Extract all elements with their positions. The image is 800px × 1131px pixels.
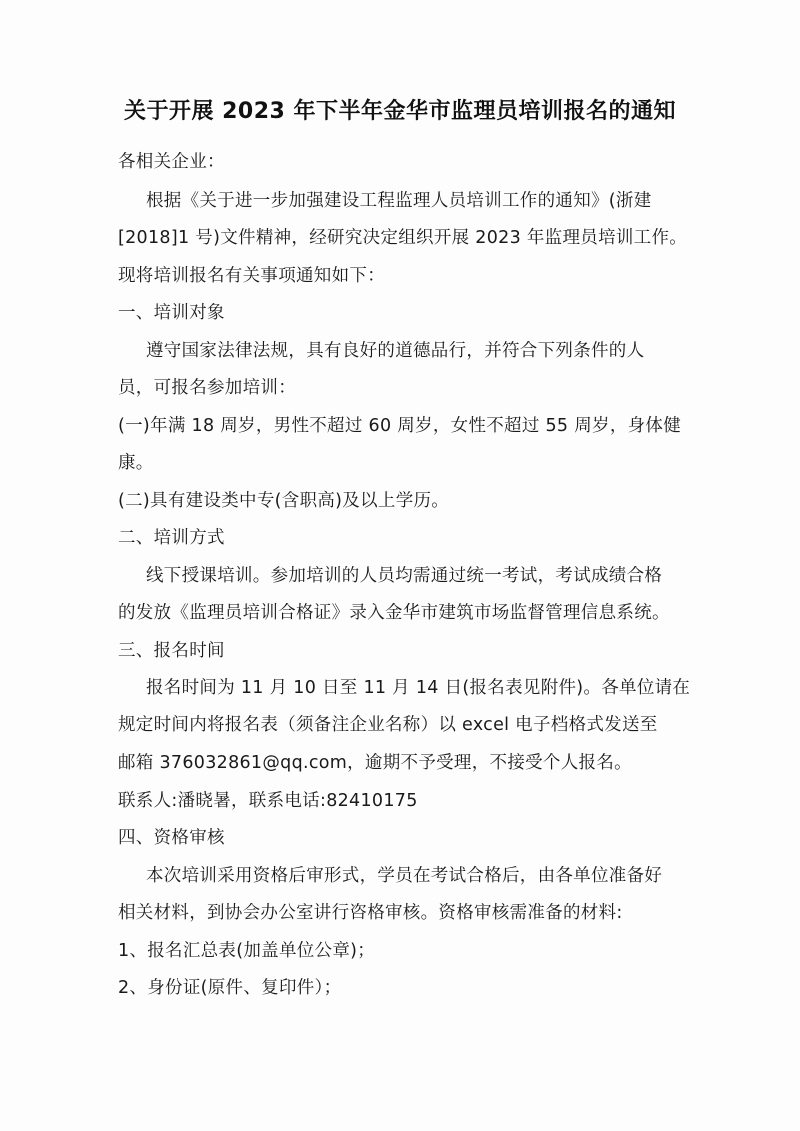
body-line: 本次培训采用资格后审形式，学员在考试合格后，由各单位准备好 bbox=[146, 866, 663, 886]
contact-line: 联系人:潘晓暑，联系电话:82410175 bbox=[118, 791, 418, 811]
body-line: 根据《关于进一步加强建设工程监理人员培训工作的通知》(浙建 bbox=[146, 191, 652, 211]
body-line: (二)具有建设类中专(含职高)及以上学历。 bbox=[118, 491, 450, 511]
section-heading: 二、培训方式 bbox=[118, 528, 225, 548]
body-line: 员，可报名参加培训： bbox=[118, 378, 296, 398]
body-line: (一)年满 18 周岁，男性不超过 60 周岁，女性不超过 55 周岁，身体健 bbox=[118, 416, 682, 436]
body-line: 线下授课培训。参加培训的人员均需通过统一考试，考试成绩合格 bbox=[146, 566, 663, 586]
body-line: 遵守国家法律法规，具有良好的道德品行，并符合下列条件的人 bbox=[146, 341, 645, 361]
list-item: 1、报名汇总表(加盖单位公章)； bbox=[118, 941, 376, 961]
body-line: 报名时间为 11 月 10 日至 11 月 14 日(报名表见附件)。各单位请在 bbox=[146, 678, 691, 698]
body-line: 现将培训报名有关事项通知如下： bbox=[118, 266, 385, 286]
body-line: 康。 bbox=[118, 453, 154, 473]
body-line: 邮箱 376032861@qq.com，逾期不予受理，不接受个人报名。 bbox=[118, 753, 632, 773]
section-heading: 四、资格审核 bbox=[118, 828, 225, 848]
section-heading: 一、培训对象 bbox=[118, 303, 225, 323]
document-title: 关于开展 2023 年下半年金华市监理员培训报名的通知 bbox=[123, 99, 677, 124]
body-line: 的发放《监理员培训合格证》录入金华市建筑市场监督管理信息系统。 bbox=[118, 603, 670, 623]
body-line: 规定时间内将报名表（须备注企业名称）以 excel 电子档格式发送至 bbox=[118, 715, 658, 735]
body-line: 相关材料，到协会办公室讲行咨格审核。资格审核需准备的材料: bbox=[118, 903, 623, 923]
salutation-line: 各相关企业： bbox=[118, 152, 225, 172]
section-heading: 三、报名时间 bbox=[118, 641, 225, 661]
list-item: 2、身份证(原件、复印件）； bbox=[118, 978, 342, 998]
body-line: [2018]1 号)文件精神，经研究决定组织开展 2023 年监理员培训工作。 bbox=[118, 228, 688, 248]
